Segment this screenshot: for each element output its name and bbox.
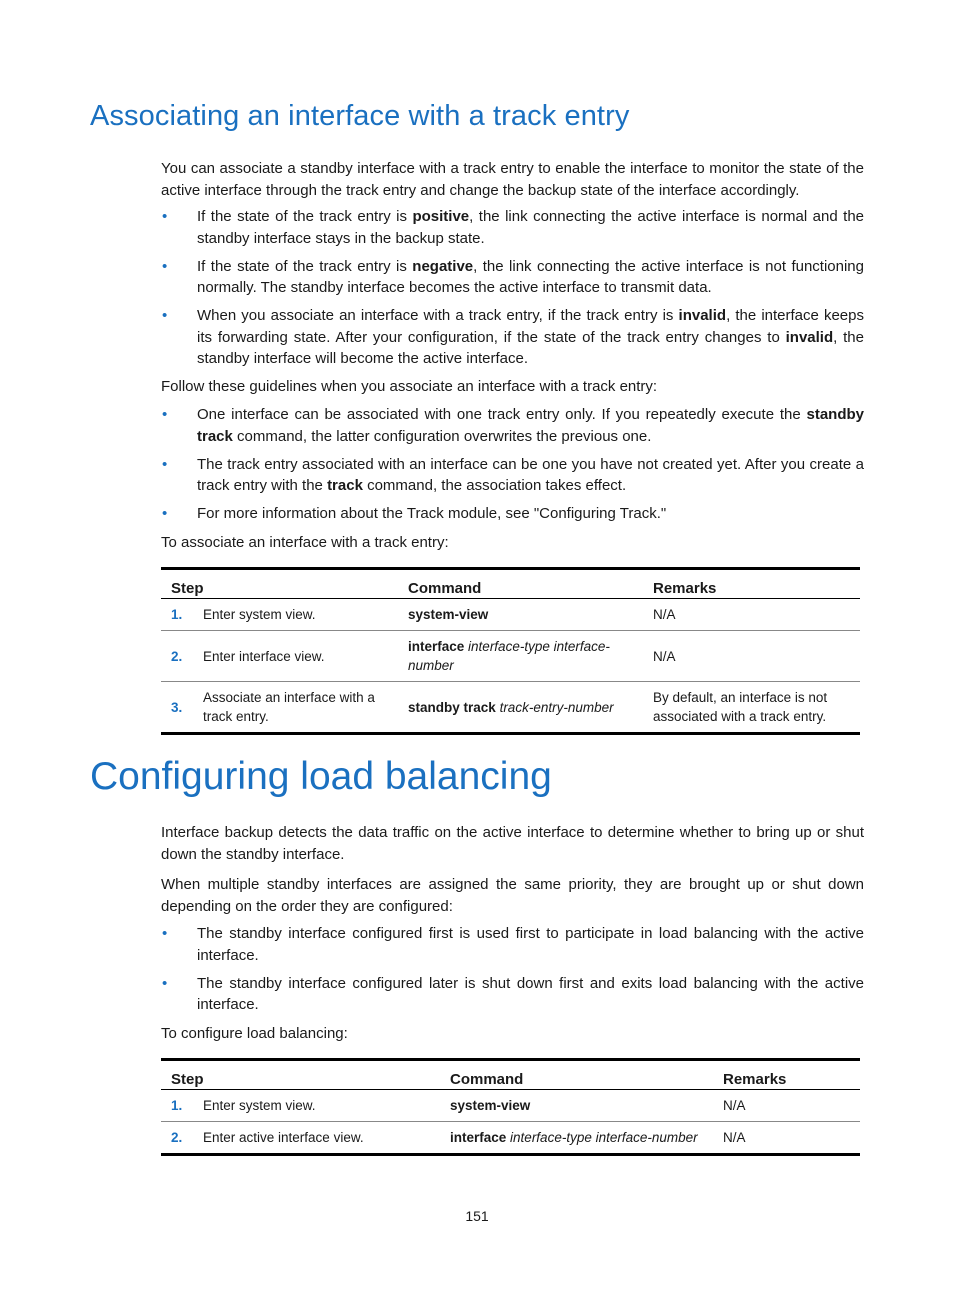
bullet-icon: • [162,505,168,522]
column-header-step: Step [161,1060,440,1090]
column-header-step: Step [161,569,398,599]
guidelines-intro: Follow these guidelines when you associate an interface with a track entry: [161,378,658,395]
column-header-command: Command [440,1060,713,1090]
step-description: Enter system view. [193,1090,440,1122]
remarks-cell: By default, an interface is not associated with a track entry. [643,682,860,734]
load-balancing-command-table [161,1058,860,1156]
remarks-cell: N/A [643,631,860,682]
step-number: 3. [161,682,193,734]
step-number: 1. [161,599,193,631]
step-description: Enter interface view. [193,631,398,682]
command-cell: system-view [440,1090,713,1122]
list-item: • The standby interface configured first is used first to participate in load balancing with the active interface. [162,925,864,964]
track-entry-command-table [161,567,860,735]
remarks-cell: N/A [713,1122,860,1155]
step-description: Enter system view. [193,599,398,631]
column-header-remarks: Remarks [643,569,860,599]
table-intro: To configure load balancing: [161,1025,348,1042]
page-number: 151 [465,1208,489,1224]
section-title-load-balancing: Configuring load balancing [90,755,552,798]
column-header-command: Command [398,569,643,599]
section-title-track-entry: Associating an interface with a track entry [90,100,630,132]
track-state-list [161,206,864,376]
list-item: • For more information about the Track module, see "Configuring Track." [161,503,864,525]
list-item: • When you associate an interface with a track entry, if the track entry is invalid, the interface keeps its forwarding state. After your configuration, if the state of the track entry changes to invalid, the standby interface will become the active interface. [162,307,864,367]
load-balancing-paragraph-1: Interface backup detects the data traffic on the active interface to determine whether to bring up or shut down the standby interface. [161,824,864,863]
step-number: 1. [161,1090,193,1122]
load-balancing-paragraph-2: When multiple standby interfaces are assigned the same priority, they are brought up or shut down depending on the order they are configured: [161,876,864,915]
table-row [161,1090,860,1122]
table-row [161,599,860,631]
column-header-remarks: Remarks [713,1060,860,1090]
table-intro: To associate an interface with a track entry: [161,534,449,551]
bullet-icon: • [162,925,168,942]
bullet-icon: • [162,257,168,275]
remarks-cell: N/A [643,599,860,631]
step-description: Associate an interface with a track entry. [193,682,398,734]
table-row [161,631,860,682]
remarks-cell: N/A [713,1090,860,1122]
bullet-icon: • [162,455,168,473]
list-item: • If the state of the track entry is negative, the link connecting the active interface is not functioning normally. The standby interface becomes the active interface to transmit data. [162,257,864,296]
intro-paragraph: You can associate a standby interface with a track entry to enable the interface to monitor the state of the active interface through the track entry and change the backup state of the interface accordingly. [161,160,864,199]
table-row [161,682,860,734]
command-cell: standby track track-entry-number [398,682,643,734]
command-cell: system-view [398,599,643,631]
list-item: • One interface can be associated with one track entry only. If you repeatedly execute the standby track command, the latter configuration overwrites the previous one. [162,406,864,445]
bullet-icon: • [162,208,168,225]
load-balancing-list [161,923,864,1022]
list-item: • The standby interface configured later is shut down first and exits load balancing with the active interface. [162,974,864,1013]
list-item: • If the state of the track entry is positive, the link connecting the active interface is normal and the standby interface stays in the backup state. [162,208,865,247]
bullet-icon: • [162,307,168,324]
guidelines-list [161,404,864,531]
bullet-icon: • [162,974,168,992]
command-cell: interface interface-type interface-number [440,1122,713,1155]
step-number: 2. [161,631,193,682]
command-cell: interface interface-type interface-number [398,631,643,682]
step-number: 2. [161,1122,193,1155]
step-description: Enter active interface view. [193,1122,440,1155]
list-item: • The track entry associated with an interface can be one you have not created yet. After you create a track entry with the track command, the association takes effect. [162,455,864,494]
bullet-icon: • [162,406,168,423]
table-row [161,1122,860,1155]
